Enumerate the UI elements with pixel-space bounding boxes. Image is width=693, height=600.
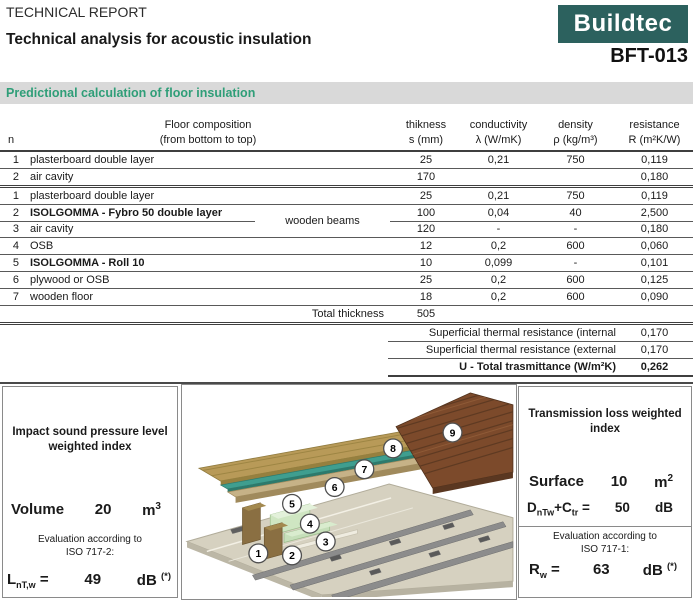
col-header-composition: Floor composition (from bottom to top) [159,119,257,146]
layer-marker-2 [283,546,302,565]
surface-row [519,473,691,491]
surface-label: Surface [529,473,585,490]
surface-unit: $m^2$ [654,473,673,491]
table-row [0,169,693,188]
row-number: 2 [0,205,26,222]
col-header-thickness: thikness s (mm) [405,119,447,146]
density-value: 600 [566,240,585,252]
svg-text:6: 6 [331,482,338,494]
total-thickness-value: 505 [416,308,436,320]
conductivity-value: 0,04 [462,205,535,222]
conductivity-value: 0,21 [487,190,510,202]
conductivity-value: 0,2 [490,291,507,303]
results-section [0,382,693,600]
row-number: 2 [12,171,19,183]
layer-marker-6 [325,478,344,497]
row-number: 4 [12,240,19,252]
transmission-loss-panel [518,386,692,598]
summary-row [388,325,693,342]
row-number [0,306,26,322]
resistance-value: 0,125 [640,274,669,286]
section-title-bar [0,82,693,104]
svg-text:8: 8 [390,444,396,456]
volume-label: Volume [11,501,65,518]
col-header-resistance: resistance R (m²K/W) [628,119,681,146]
layer-description: plasterboard double layer [30,190,155,202]
total-thickness-label: Total thickness [311,308,384,320]
volume-row [3,501,177,519]
thickness-value: 170 [416,171,436,183]
table-row [0,289,693,306]
density-value: 750 [566,190,585,202]
layer-marker-5 [283,494,302,513]
layer-description: ISOLGOMMA - Fybro 50 double layer [26,205,255,222]
page-title: Technical analysis for acoustic insulation [6,31,312,48]
thickness-value: 10 [419,257,433,269]
rw-result-value: 63 [592,560,610,578]
layer-marker-9 [443,423,462,442]
wooden-beams-annotation: wooden beams [255,213,390,229]
table-row [0,255,693,272]
resistance-value: 0,119 [641,154,668,166]
rw-result-row [519,561,691,580]
svg-text:7: 7 [361,464,368,476]
rw-result-symbol: $R_w$ = [529,560,560,580]
summary-value: 0,262 [640,361,669,373]
floor-illustration-box [181,384,517,600]
layer-description: wooden floor [30,291,93,303]
density-value [535,169,616,185]
report-label: TECHNICAL REPORT [6,4,147,20]
volume-unit: $m^3$ [142,501,161,519]
layer-marker-8 [384,439,403,458]
section-title: Predictional calculation of floor insulation [6,86,256,100]
summary-row [388,342,693,359]
svg-text:2: 2 [289,551,295,563]
buildtec-logo [558,5,688,43]
summary-label: Superficial thermal resistance (internal [428,327,616,339]
density-value: - [573,223,578,235]
document-code: BFT-013 [610,45,688,67]
layer-description: plasterboard double layer [30,154,155,166]
thickness-value: 25 [419,190,433,202]
summary-label: U - Total trasmittance (W/m²K) [459,361,616,373]
row-number: 3 [12,223,19,235]
thickness-value: 12 [419,240,433,252]
impact-evaluation-note: Evaluation according to ISO 717-2: [38,534,142,558]
dntw-ctr-symbol: $D_{nTw}+C_{tr}$ = [527,500,590,518]
surface-value: 10 [610,473,628,490]
dntw-ctr-row [519,500,691,518]
col-header-n: n [8,134,15,146]
layer-marker-3 [316,532,335,551]
row-number: 6 [12,274,19,286]
resistance-value: 0,060 [640,240,669,252]
resistance-value: 0,101 [640,257,669,269]
row-number: 1 [12,190,19,202]
table-row [0,238,693,255]
density-value: 600 [566,291,585,303]
impact-sound-panel [2,386,178,598]
col-header-density: density ρ (kg/m³) [553,119,598,146]
table-header [0,118,693,152]
impact-result-row [3,571,177,590]
dntw-ctr-unit: dB [655,500,673,515]
thickness-value: 100 [390,205,462,222]
conductivity-value: 0,2 [490,240,507,252]
svg-text:3: 3 [322,537,329,549]
layer-description: air cavity [30,223,74,235]
summary-label: Superficial thermal resistance (external [425,344,616,356]
conductivity-value: - [496,223,501,235]
density-value: - [573,257,578,269]
layer-description: air cavity [30,171,74,183]
floor-layers-illustration [182,385,514,597]
resistance-value: 0,180 [640,171,669,183]
conductivity-value: 0,21 [487,154,510,166]
col-header-conductivity: conductivity λ (W/mK) [469,119,528,146]
table-row [0,152,693,169]
row-number: 5 [12,257,19,269]
rw-result-unit: dB (*) [642,560,677,579]
density-value: 40 [535,205,616,222]
conductivity-value: 0,099 [484,257,513,269]
total-thickness-row [0,306,693,325]
svg-text:1: 1 [255,549,262,561]
conductivity-value [462,169,535,185]
impact-result-symbol: $L_{nT,w}$ = [7,571,49,590]
summary-value: 0,170 [640,327,669,339]
resistance-value: 0,119 [641,190,668,202]
logo-text: Buildtec [573,10,673,37]
row-number: 1 [12,154,19,166]
table-row [0,272,693,289]
conductivity-value: 0,2 [490,274,507,286]
layer-marker-7 [355,460,374,479]
impact-panel-title: Impact sound pressure level weighted index [12,426,168,453]
resistance-value: 0,090 [640,291,669,303]
svg-text:4: 4 [306,519,313,531]
volume-value: 20 [94,501,112,518]
floor-composition-table [0,118,693,377]
table-row [0,188,693,205]
layer-description: ISOLGOMMA - Roll 10 [30,257,145,269]
thermal-summary [388,325,693,377]
summary-row-total-transmittance [388,359,693,377]
dntw-ctr-value: 50 [614,500,630,515]
summary-value: 0,170 [640,344,669,356]
thickness-value: 25 [419,274,433,286]
transmission-panel-title: Transmission loss weighted index [528,408,682,435]
resistance-value: 0,180 [640,223,669,235]
impact-result-unit: dB (*) [136,571,171,589]
svg-text:9: 9 [449,428,456,440]
layer-marker-1 [249,544,268,563]
wooden-beams-row-pair [0,205,693,238]
thickness-value: 25 [419,154,433,166]
thickness-value: 120 [416,223,436,235]
panel-divider [519,526,691,527]
thickness-value: 18 [419,291,433,303]
layer-marker-4 [300,514,319,533]
layer-description: plywood or OSB [30,274,110,286]
density-value: 600 [566,274,585,286]
density-value: 750 [566,154,585,166]
impact-result-value: 49 [84,571,102,588]
transmission-evaluation-note: Evaluation according to ISO 717-1: [553,530,657,555]
svg-text:5: 5 [289,499,295,511]
layer-description: OSB [30,240,54,252]
resistance-value: 2,500 [616,205,693,222]
row-number: 7 [12,291,19,303]
